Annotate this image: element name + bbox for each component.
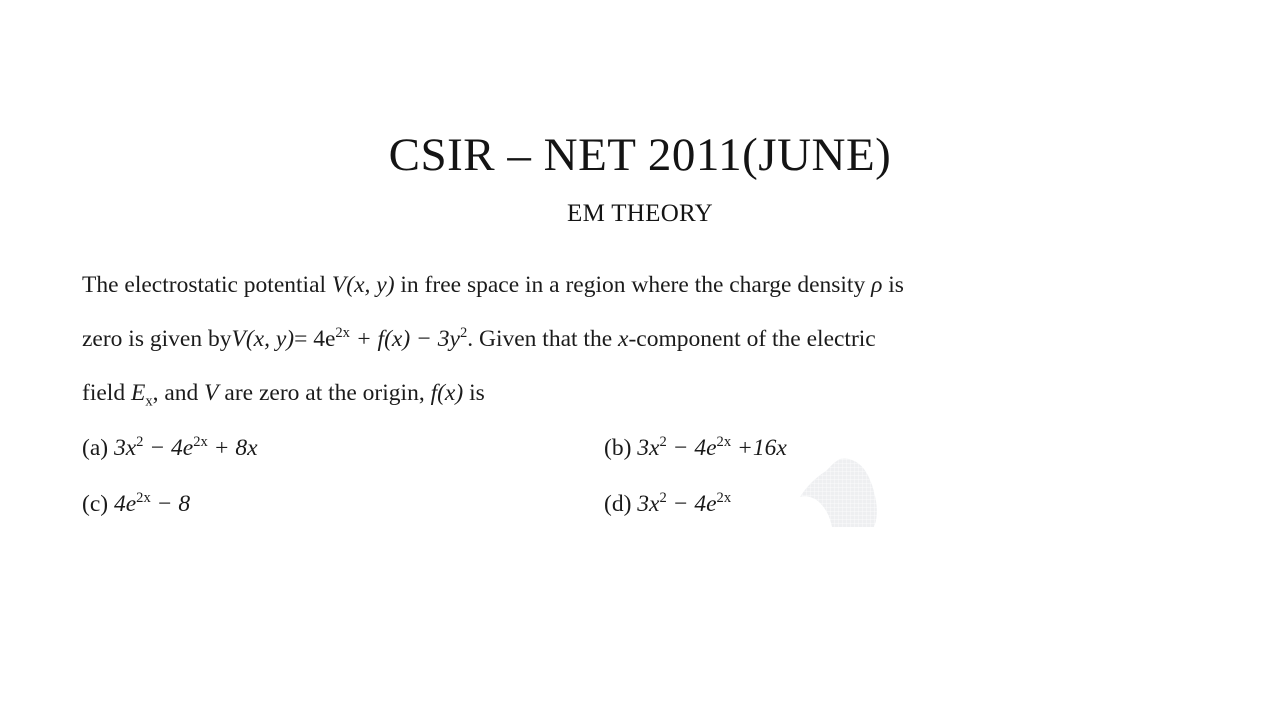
question-line3-v: V — [204, 380, 219, 406]
question-line2-tail-end: -component of the electric — [628, 326, 876, 352]
question-line3-end: are zero at the origin, — [218, 380, 431, 406]
question-line1-pre: The electrostatic potential — [82, 272, 332, 298]
answer-options — [82, 420, 1138, 532]
question-line2-exp2: 2 — [459, 325, 468, 342]
question-text — [82, 258, 1138, 420]
option-d-base: 3x — [637, 491, 660, 517]
option-b-base: 3x — [637, 435, 660, 461]
question-line1-end: is — [882, 272, 904, 298]
option-a-tail: + 8x — [207, 435, 258, 461]
question-line3-mid: , and — [152, 380, 205, 406]
question-line2-args: (x, y) — [245, 326, 295, 352]
option-c-base: 4e — [113, 491, 137, 517]
option-row-2 — [82, 476, 1138, 532]
question-line3-is: is — [463, 380, 485, 406]
question-line-1 — [82, 258, 1138, 312]
question-line2-period: . — [467, 326, 474, 352]
option-a-label: (a) — [82, 435, 109, 461]
question-line2-tail-x: x — [618, 326, 629, 352]
option-row-1 — [82, 420, 1138, 476]
option-c[interactable] — [82, 476, 190, 532]
option-d-label: (d) — [604, 491, 632, 517]
question-line-3 — [82, 366, 1138, 420]
question-line2-pre: zero is given by — [82, 326, 232, 352]
question-line-2 — [82, 312, 1138, 366]
option-b-mid: − 4e — [666, 435, 717, 461]
question-line1-variable: V(x, y) — [331, 272, 395, 298]
option-a-exp2: 2x — [193, 434, 208, 451]
question-line1-rho: ρ — [871, 272, 883, 298]
page-title: CSIR – NET 2011(JUNE) — [388, 129, 892, 181]
option-d-exp2: 2x — [716, 490, 732, 507]
option-b-tail: +16x — [731, 435, 787, 461]
option-d[interactable] — [604, 476, 731, 532]
option-a-base: 3x — [113, 435, 137, 461]
option-c-label: (c) — [82, 491, 109, 517]
option-a[interactable] — [82, 420, 258, 476]
question-line3-pre: field — [82, 380, 131, 406]
question-line2-v: V — [231, 326, 246, 352]
option-a-exp1: 2 — [136, 434, 144, 451]
option-c-mid: − 8 — [150, 491, 191, 517]
option-b[interactable] — [604, 420, 787, 476]
page-subtitle: EM THEORY — [567, 200, 713, 227]
question-line2-tail-pre: Given that the — [473, 326, 619, 352]
question-line3-sub: x — [145, 393, 153, 410]
question-line1-mid: in free space in a region where the charge density — [394, 272, 872, 298]
option-b-label: (b) — [604, 435, 632, 461]
question-line3-f: f(x) — [430, 380, 464, 406]
option-a-mid: − 4e — [143, 435, 194, 461]
question-line2-eq: = 4e — [294, 326, 336, 352]
question-line2-exp1: 2x — [335, 325, 350, 342]
option-d-mid: − 4e — [666, 491, 717, 517]
question-line3-e: E — [130, 380, 146, 406]
option-d-exp1: 2 — [659, 490, 667, 507]
option-b-exp2: 2x — [716, 434, 732, 451]
option-b-exp1: 2 — [659, 434, 667, 451]
option-c-exp1: 2x — [136, 490, 151, 507]
question-line2-plus: + f(x) − 3y — [349, 326, 460, 352]
